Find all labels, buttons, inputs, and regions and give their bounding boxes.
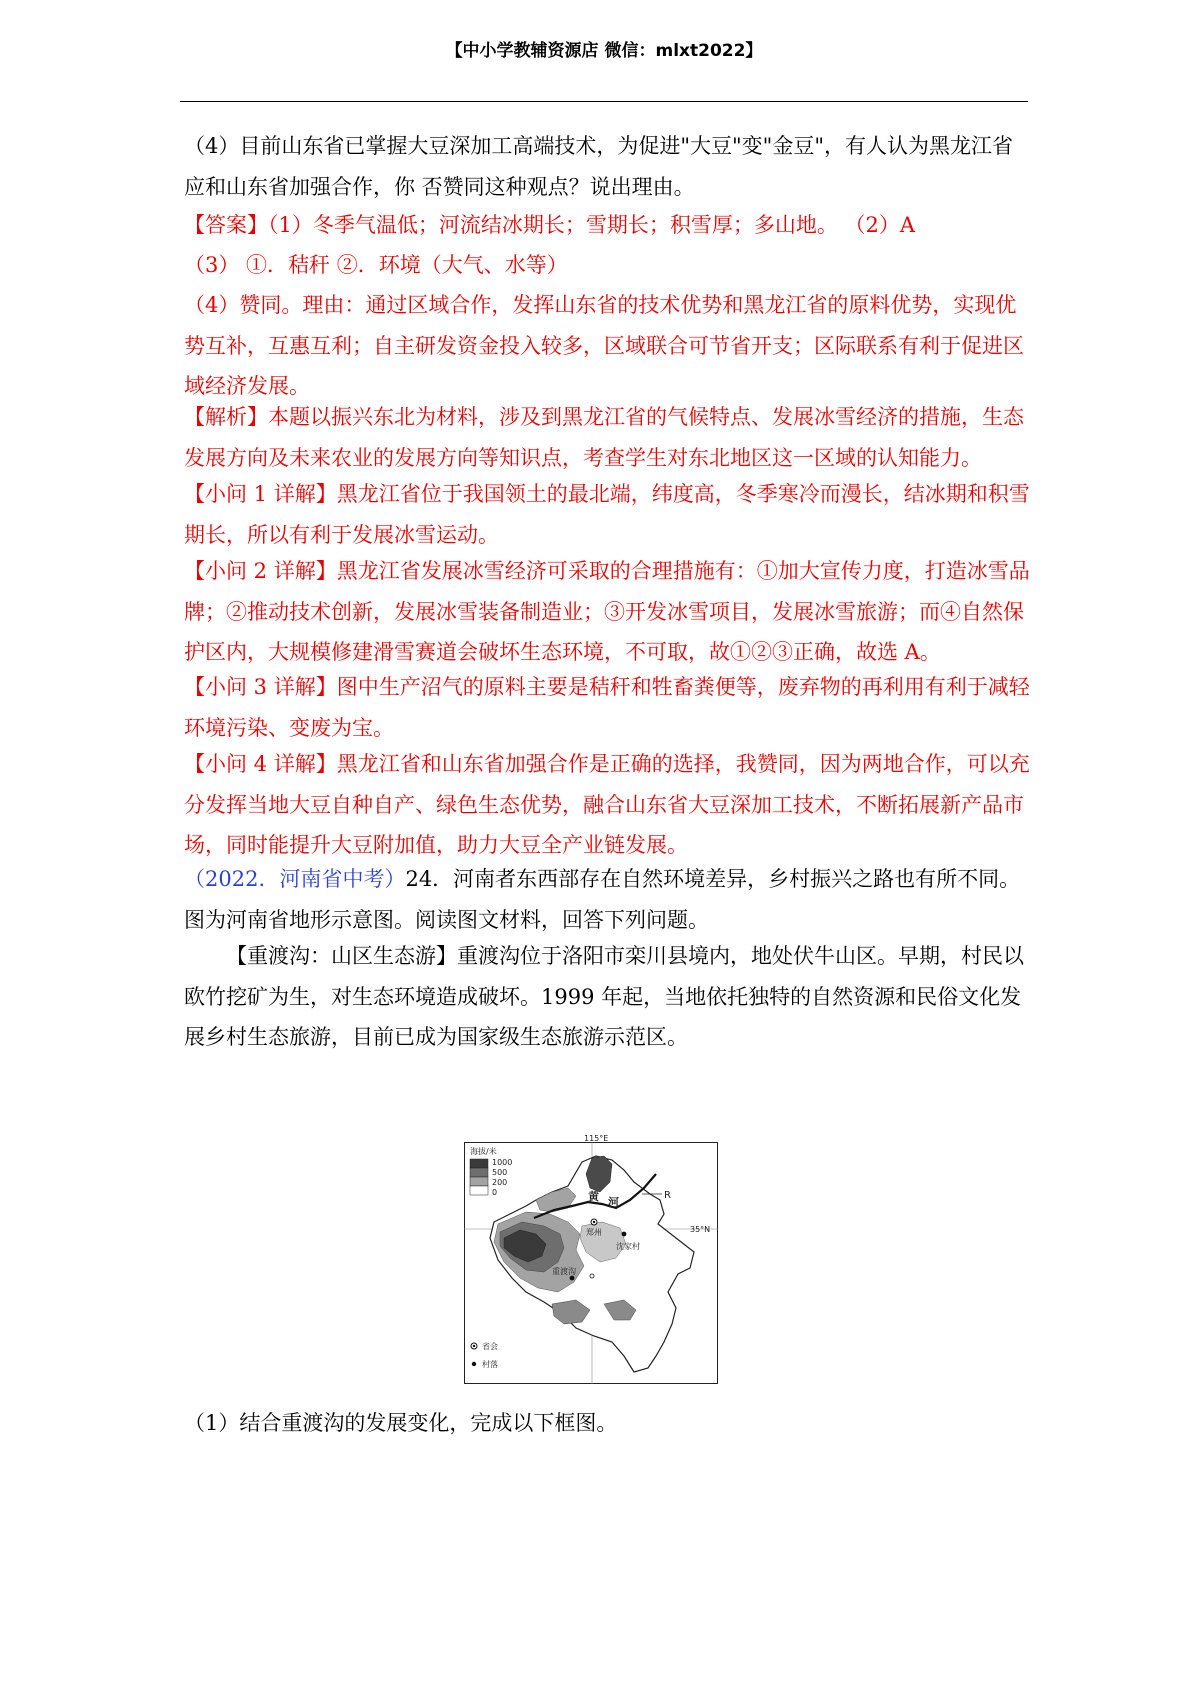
chongdugou-material: 【重渡沟：山区生态游】重渡沟位于洛阳市栾川县境内，地处伏牛山区。早期，村民以欧竹挖矿为生，对生态环境造成破坏。1999 年起，当地依托独特的自然资源和民俗文化发展乡村生态旅游，目前已成为国家级生态旅游示范区。: [184, 944, 1024, 1049]
answer-line-3: （4）赞同。理由：通过区域合作，发挥山东省的技术优势和黑龙江省的原料优势，实现优势互补，互惠互利；自主研发资金投入较多，区域联合可节省开支；区际联系有利于促进区域经济发展。: [184, 293, 1024, 398]
question-24-stem: [184, 859, 1030, 940]
question-24-source: （2022．河南省中考）: [184, 867, 406, 891]
henan-terrain-map: [464, 1134, 718, 1384]
legend-label-200: 200: [492, 1178, 508, 1187]
longitude-label: 115°E: [584, 1134, 609, 1143]
question-24-sub1: （1）结合重渡沟的发展变化，完成以下框图。: [184, 1411, 618, 1435]
legend-label-0: 0: [492, 1188, 498, 1197]
legend-swatch-500: [470, 1168, 488, 1177]
question-24-text: 24．河南者东西部存在自然环境差异，乡村振兴之路也有所不同。图为河南省地形示意图。阅读图文材料，回答下列问题。: [184, 867, 1021, 932]
chongdugou-label: 重渡沟: [552, 1267, 576, 1276]
latitude-label: 35°N: [690, 1225, 711, 1234]
analysis-q3: 【小问 3 详解】图中生产沼气的原料主要是秸秆和牲畜粪便等，废弃物的再利用有利于减轻环境污染、变废为宝。: [184, 675, 1030, 740]
legend-swatch-200: [470, 1177, 488, 1186]
legend-label-500: 500: [492, 1168, 508, 1177]
marker-r-label: R: [664, 1190, 671, 1201]
river-label-1: 黄: [588, 1190, 599, 1203]
legend-swatch-0: [470, 1186, 488, 1195]
chongdugou-dot: [570, 1276, 575, 1281]
legend-swatch-1000: [470, 1159, 488, 1168]
shenjiacun-dot: [622, 1232, 627, 1237]
zhengzhou-label: 郑州: [586, 1228, 602, 1237]
zhengzhou-dot: [593, 1221, 595, 1223]
key-village-label: 村落: [482, 1360, 498, 1369]
legend-title: 海拔/米: [470, 1147, 497, 1156]
analysis-q1: 【小问 1 详解】黑龙江省位于我国领土的最北端，纬度高，冬季寒冷而漫长，结冰期和积雪期长，所以有利于发展冰雪运动。: [184, 482, 1030, 547]
shenjiacun-label: 沈家村: [616, 1242, 640, 1251]
key-capital-label: 省会: [482, 1342, 498, 1351]
legend-label-1000: 1000: [492, 1158, 513, 1167]
map-svg: [464, 1134, 718, 1384]
analysis-summary: 【解析】本题以振兴东北为材料，涉及到黑龙江省的气候特点、发展冰雪经济的措施，生态发展方向及未来农业的发展方向等知识点，考查学生对东北地区这一区域的认知能力。: [184, 405, 1024, 470]
question-4-text: （4）目前山东省已掌握大豆深加工高端技术，为促进"大豆"变"金豆"，有人认为黑龙江省应和山东省加强合作，你 否赞同这种观点？说出理由。: [184, 134, 1013, 199]
key-village-dot: [472, 1362, 476, 1366]
river-label-2: 河: [608, 1196, 619, 1209]
answer-line-1: 【答案】（1）冬季气温低；河流结冰期长；雪期长；积雪厚；多山地。 （2）A: [184, 213, 916, 237]
page-header: 【中小学教辅资源店 微信：mlxt2022】: [445, 41, 763, 61]
header-divider: [180, 101, 1028, 102]
small-settlement-dot: [590, 1274, 594, 1278]
analysis-q2: 【小问 2 详解】黑龙江省发展冰雪经济可采取的合理措施有：①加大宣传力度，打造冰雪品牌；②推动技术创新，发展冰雪装备制造业；③开发冰雪项目，发展冰雪旅游；而④自然保护区内，大规模修建滑雪赛道会破坏生态环境，不可取，故①②③正确，故选 A。: [184, 559, 1030, 664]
analysis-q4: 【小问 4 详解】黑龙江省和山东省加强合作是正确的选择，我赞同，因为两地合作，可以充分发挥当地大豆自种自产、绿色生态优势，融合山东省大豆深加工技术，不断拓展新产品市场，同时能提升大豆附加值，助力大豆全产业链发展。: [184, 752, 1030, 857]
key-capital-dot: [473, 1345, 475, 1347]
answer-line-2: （3） ①．秸秆 ②．环境（大气、水等）: [184, 253, 568, 277]
